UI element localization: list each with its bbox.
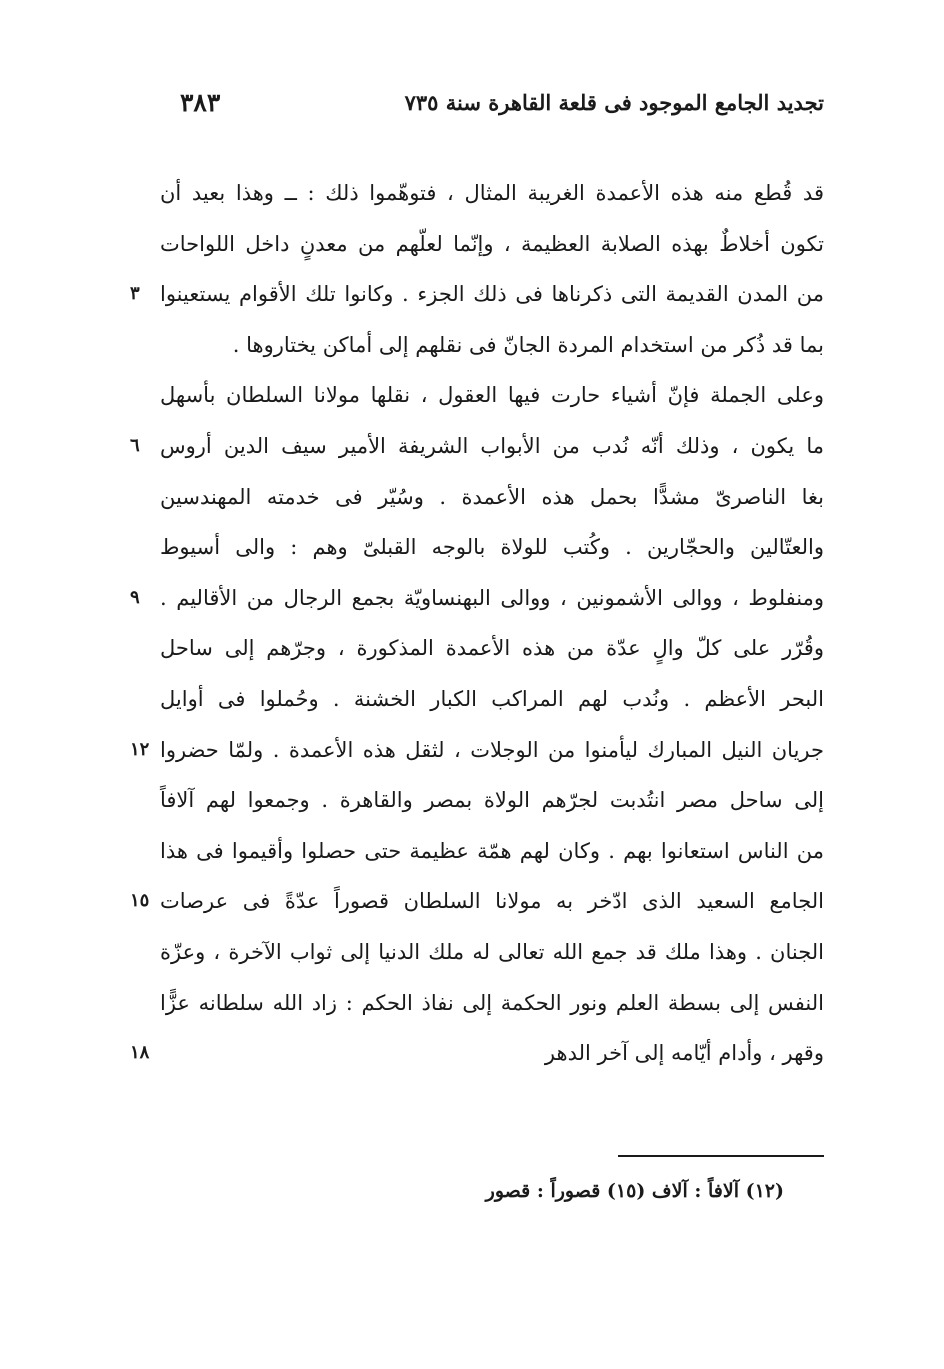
line-text: من المدن القديمة التى ذكرناها فى ذلك الجزء . وكانوا تلك الأقوام يستعينوا (160, 282, 824, 307)
line-text: والعتّالين والحجّارين . وكُتب للولاة بالوجه القبلىّ وهم : والى أسيوط (160, 535, 824, 560)
text-line (160, 370, 824, 421)
text-line (160, 168, 824, 219)
running-title: تجديد الجامع الموجود فى قلعة القاهرة سنة ٧٣٥ (404, 90, 824, 115)
line-text: البحر الأعظم . ونُدب لهم المراكب الكبار الخشنة . وحُملوا فى أوايل (160, 686, 824, 711)
line-text: وقهر ، وأدام أيّامه إلى آخر الدهر (544, 1041, 824, 1066)
text-line (160, 320, 824, 371)
line-text: بغا الناصرىّ مشدًّا بحمل هذه الأعمدة . وسُيّر فى خدمته المهندسين (160, 484, 824, 509)
text-line (130, 573, 824, 624)
line-number: ١٨ (130, 1042, 150, 1064)
line-text: بما قد ذُكر من استخدام المردة الجانّ فى نقلهم إلى أماكن يختاروها . (232, 332, 824, 357)
footnotes: (١٢) آلافاً : آلاف (١٥) قصوراً : قصور (485, 1180, 784, 1202)
line-text: وعلى الجملة فإنّ أشياء حارت فيها العقول ، نقلها مولانا السلطان بأسهل (160, 383, 824, 408)
page-header (170, 84, 824, 124)
text-line (160, 927, 824, 978)
page-number: ٣٨٣ (180, 88, 221, 117)
line-text: وقُرّر على كلّ والٍ عدّة من هذه الأعمدة المذكورة ، وجرّهم إلى ساحل (160, 636, 824, 661)
text-line (130, 876, 824, 927)
text-line (160, 219, 824, 270)
line-text: ومنفلوط ، ووالى الأشمونين ، ووالى البهنساويّة بجمع الرجال من الأقاليم . (160, 585, 824, 610)
line-text: الجامع السعيد الذى ادّخر به مولانا السلطان قصوراً عدّةً فى عرصات (160, 889, 824, 914)
line-number: ٣ (130, 283, 140, 305)
line-text: جريان النيل المبارك ليأمنوا من الوجلات ، لثقل هذه الأعمدة . ولمّا حضروا (160, 737, 824, 762)
line-text: إلى ساحل مصر انتُدبت لجرّهم الولاة بمصر والقاهرة . وجمعوا لهم آلافاً (160, 788, 824, 813)
line-text: قد قُطع منه هذه الأعمدة الغريبة المثال ، فتوهّموا ذلك : ــ وهذا بعيد أن (160, 181, 824, 205)
line-number: ١٢ (130, 738, 150, 760)
line-number: ١٥ (130, 890, 150, 912)
text-line (160, 978, 824, 1029)
line-text: النفس إلى بسطة العلم ونور الحكمة إلى نفاذ الحكم : زاد الله سلطانه عزًّا (160, 990, 824, 1015)
line-text: الجنان . وهذا ملك قد جمع الله تعالى له ملك الدنيا إلى ثواب الآخرة ، وعزّة (160, 939, 824, 964)
line-number: ٦ (130, 434, 140, 456)
text-line (160, 472, 824, 523)
text-line (130, 421, 824, 472)
footnote-divider (618, 1155, 824, 1157)
text-line (160, 826, 824, 877)
line-text: ما يكون ، وذلك أنّه نُدب من الأبواب الشريفة الأمير سيف الدين أروس (160, 433, 824, 458)
line-number: ٩ (130, 586, 140, 608)
text-line (130, 269, 824, 320)
text-line (160, 522, 824, 573)
text-line (160, 623, 824, 674)
line-text: تكون أخلاطٌ بهذه الصلابة العظيمة ، وإنّما لعلّهم من معدنٍ داخل اللواحات (160, 231, 824, 256)
body-text (130, 168, 824, 1079)
text-line (160, 775, 824, 826)
text-line (130, 1028, 824, 1079)
text-line (130, 725, 824, 776)
text-line (160, 674, 824, 725)
line-text: من الناس استعانوا بهم . وكان لهم همّة عظيمة حتى حصلوا وأقيموا فى هذا (160, 838, 824, 863)
